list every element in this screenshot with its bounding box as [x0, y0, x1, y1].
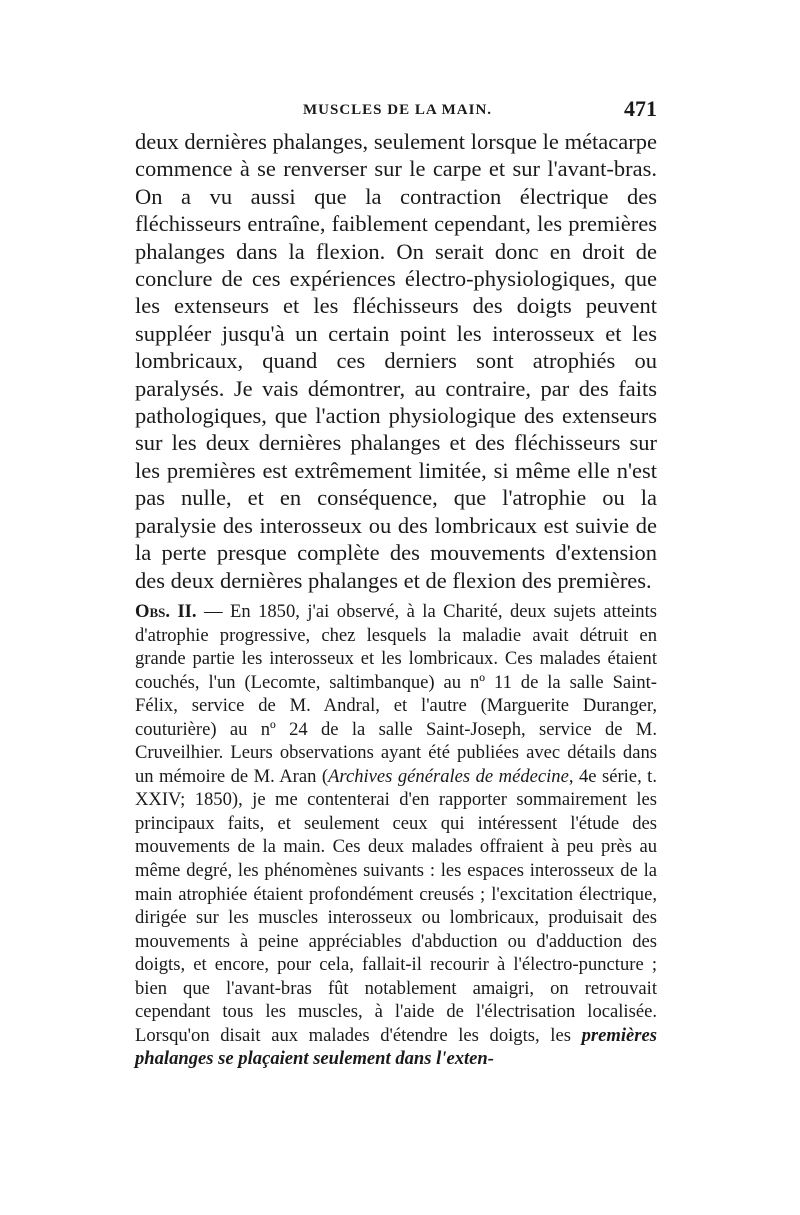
observation-label: Obs. II.	[135, 601, 197, 622]
running-header	[135, 96, 657, 126]
main-text-block	[135, 128, 657, 594]
observation-text-1: — En 1850, j'ai observé, à la Charité, deux sujets atteints d'atrophie progressive, chez lesquels la maladie avait détruit en grande partie les interosseux et les lombricaux. Ces malades étaient couchés, l'un (Lecomte, saltimbanque) au nº 11 de la salle Saint-Félix, service de M. Andral, et l'autre (Marguerite Duranger, couturière) au nº 24 de la salle Saint-Joseph, service de M. Cruveilhier. Leurs observations ayant été publiées avec détails dans un mémoire de M. Aran (	[135, 601, 657, 787]
running-title: MUSCLES DE LA MAIN.	[303, 102, 493, 118]
observation-italic-tail: premières phalanges se plaçaient seulement dans l'exten-	[135, 1024, 657, 1070]
observation-paragraph	[135, 600, 657, 1071]
observation-text-2: , 4e série, t. XXIV; 1850), je me contenterai d'en rapporter sommairement les principaux faits, et seulement ceux qui intéressent l'étude des mouvements de la main. Ces deux malades offraient à peu près au même degré, les phénomènes suivants : les espaces interosseux de la main atrophiée étaient profondément creusés ; l'excitation électrique, dirigée sur les muscles interosseux ou lombricaux, produisait des mouvements à peine appréciables d'abduction ou d'adduction des doigts, et encore, pour cela, fallait-il recourir à l'électro-puncture ; bien que l'avant-bras fût notablement amaigri, on retrouvait cependant tous les muscles, à l'aide de l'électrisation localisée. Lorsqu'on disait aux malades d'étendre les doigts, les	[135, 765, 657, 1046]
page-number: 471	[624, 96, 657, 121]
observation-block	[135, 600, 657, 1071]
journal-citation: Archives générales de médecine	[328, 765, 569, 787]
body-paragraph: deux dernières phalanges, seulement lorsque le métacarpe commence à se renverser sur le carpe et sur l'avant-bras. On a vu aussi que la contraction électrique des fléchisseurs entraîne, faiblement cependant, les premières phalanges dans la flexion. On serait donc en droit de conclure de ces expériences électro-physiologiques, que les extenseurs et les fléchisseurs des doigts peuvent suppléer jusqu'à un certain point les interosseux et les lombricaux, quand ces derniers sont atrophiés ou paralysés. Je vais démontrer, au contraire, par des faits pathologiques, que l'action physiologique des extenseurs sur les deux dernières phalanges et des fléchisseurs sur les premières est extrêmement limitée, si même elle n'est pas nulle, et en conséquence, que l'atrophie ou la paralysie des interosseux ou des lombricaux est suivie de la perte presque complète des mouvements d'extension des deux dernières phalanges et de flexion des premières.	[135, 129, 657, 593]
